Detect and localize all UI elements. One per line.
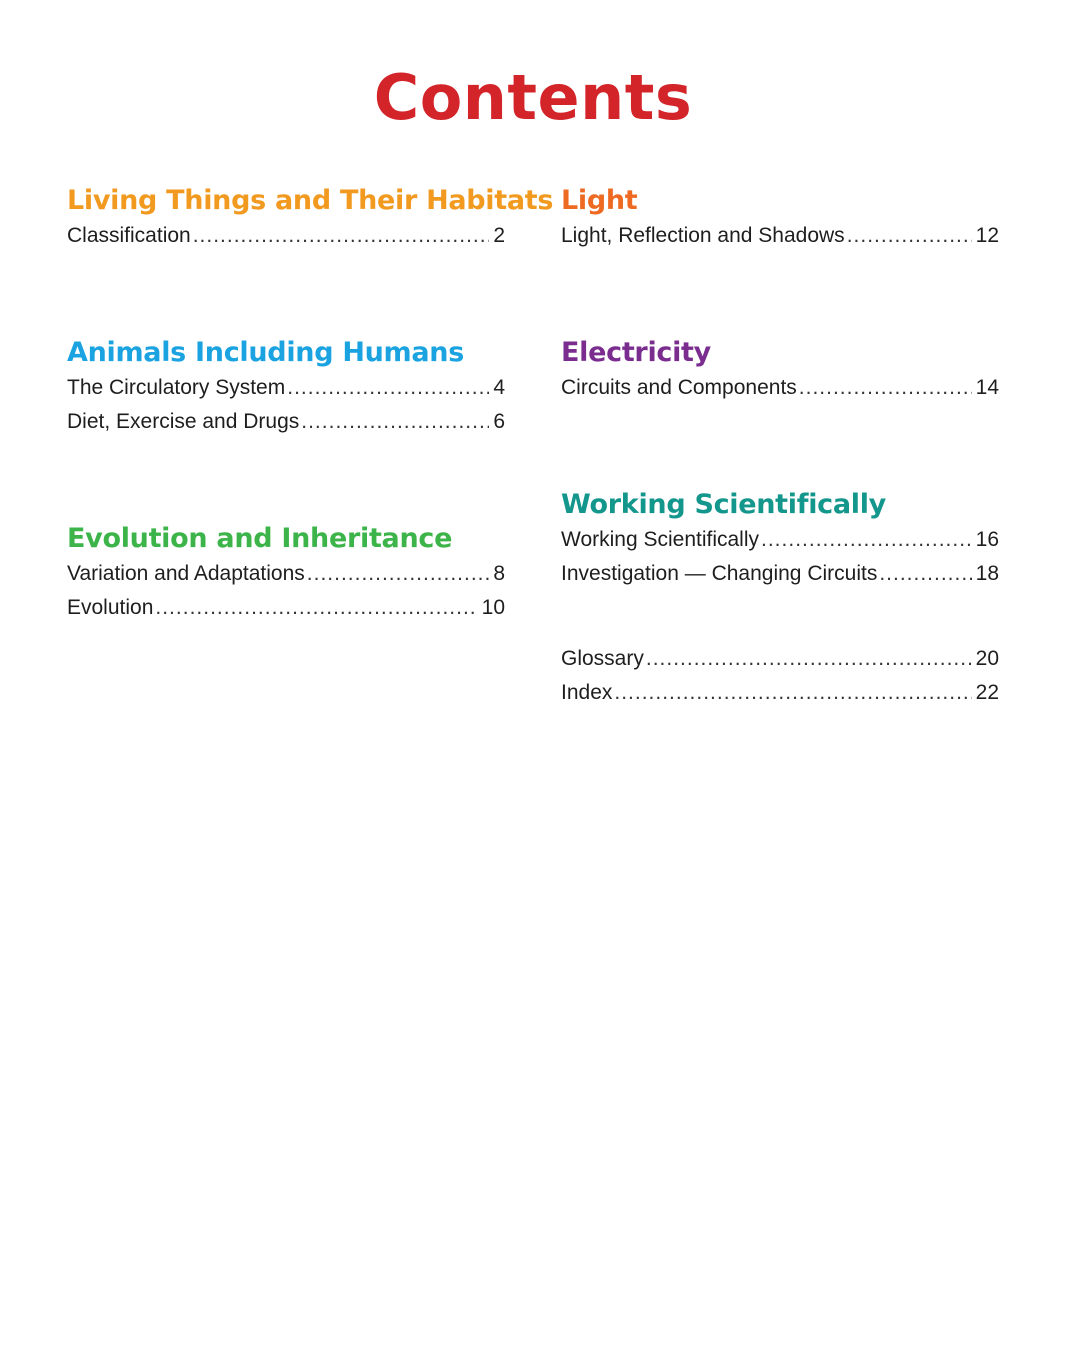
toc-entry-classification[interactable] (67, 219, 505, 253)
toc-entry-label: Light, Reflection and Shadows (561, 224, 845, 247)
dot-leader (799, 371, 972, 405)
toc-entry-label: Circuits and Components (561, 376, 797, 399)
section-electricity (561, 335, 999, 405)
toc-entry-page: 8 (493, 562, 505, 585)
toc-entry-diet-exercise-drugs[interactable] (67, 405, 505, 439)
dot-leader (847, 219, 972, 253)
toc-entry-page: 12 (975, 224, 999, 247)
toc-entry-page: 6 (493, 410, 505, 433)
toc-entry-page: 18 (975, 562, 999, 585)
toc-entry-investigation-changing-circuits[interactable] (561, 557, 999, 591)
section-heading: Electricity (561, 337, 711, 368)
toc-entry-label: Variation and Adaptations (67, 562, 305, 585)
toc-entry-label: Glossary (561, 647, 644, 670)
toc-entry-glossary[interactable] (561, 642, 999, 676)
section-heading: Evolution and Inheritance (67, 523, 453, 554)
toc-entry-working-scientifically[interactable] (561, 523, 999, 557)
toc-entry-variation-adaptations[interactable] (67, 557, 505, 591)
toc-entry-page: 22 (975, 681, 999, 704)
section-heading: Light (561, 185, 638, 216)
dot-leader (287, 371, 489, 405)
section-evolution-inheritance (67, 521, 505, 625)
toc-entry-circulatory-system[interactable] (67, 371, 505, 405)
dot-leader (155, 591, 477, 625)
toc-entry-page: 10 (481, 596, 505, 619)
section-back-matter (561, 642, 999, 710)
section-heading: Animals Including Humans (67, 337, 464, 368)
dot-leader (761, 523, 972, 557)
dot-leader (879, 557, 971, 591)
toc-entry-light-reflection-shadows[interactable] (561, 219, 999, 253)
toc-entry-page: 14 (975, 376, 999, 399)
toc-entry-page: 2 (493, 224, 505, 247)
toc-entry-label: The Circulatory System (67, 376, 286, 399)
toc-entry-label: Evolution (67, 596, 154, 619)
section-animals-including-humans (67, 335, 505, 439)
toc-entry-circuits-components[interactable] (561, 371, 999, 405)
toc-entry-label: Working Scientifically (561, 528, 760, 551)
toc-entry-evolution[interactable] (67, 591, 505, 625)
toc-entry-label: Diet, Exercise and Drugs (67, 410, 300, 433)
toc-entry-label: Index (561, 681, 613, 704)
section-heading: Working Scientifically (561, 489, 886, 520)
toc-entry-index[interactable] (561, 676, 999, 710)
toc-entry-page: 4 (493, 376, 505, 399)
dot-leader (307, 557, 490, 591)
page-title: Contents (373, 61, 693, 134)
toc-entry-page: 16 (975, 528, 999, 551)
toc-entry-label: Investigation — Changing Circuits (561, 562, 878, 585)
section-light (561, 183, 999, 253)
dot-leader (301, 405, 489, 439)
dot-leader (646, 642, 972, 676)
dot-leader (614, 676, 971, 710)
toc-entry-page: 20 (975, 647, 999, 670)
section-heading: Living Things and Their Habitats (67, 185, 554, 216)
section-living-things (67, 183, 554, 253)
toc-entry-label: Classification (67, 224, 191, 247)
dot-leader (193, 219, 490, 253)
section-working-scientifically (561, 487, 999, 591)
